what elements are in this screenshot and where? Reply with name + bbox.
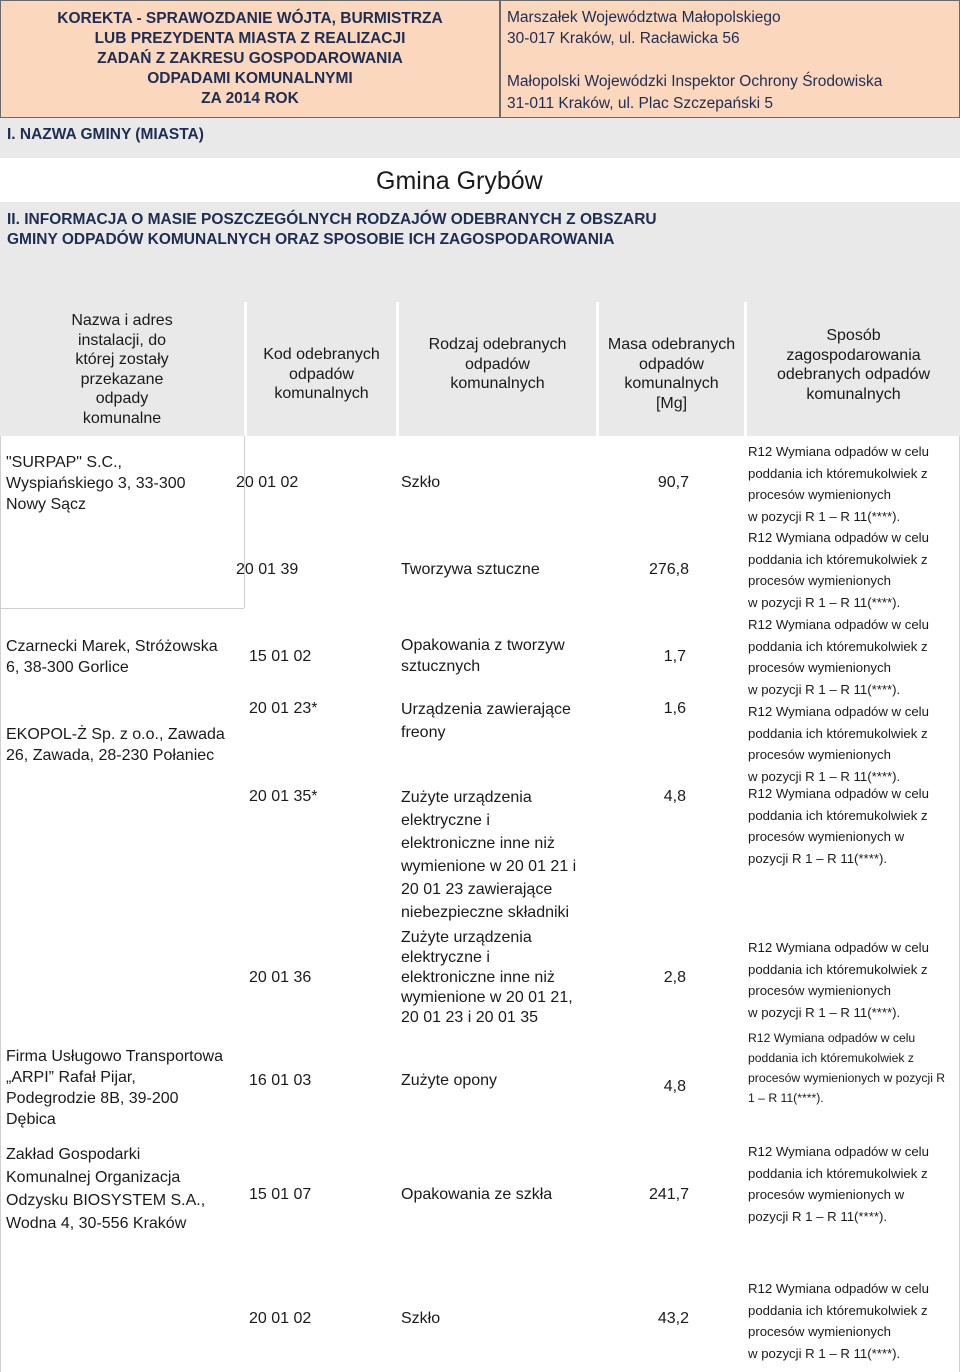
installation-arpi: Firma Usługowo Transportowa „ARPI” Rafał Pijar, Podegrodzie 8B, 39-200 Dębica bbox=[6, 1048, 223, 1128]
row-mass: 2,8 bbox=[663, 969, 686, 986]
row-method: R12 Wymiana odpadów w celu poddania ich któremukolwiek z procesów wymienionych w pozycji R 1 – R 11(****). bbox=[748, 530, 929, 610]
installation-czarnecki: Czarnecki Marek, Stróżowska 6, 38-300 Gorlice bbox=[6, 638, 218, 676]
row-code: 20 01 02 bbox=[249, 1310, 312, 1327]
recipient1-name: Marszałek Województwa Małopolskiego bbox=[507, 9, 781, 26]
col-type-header: Rodzaj odebranych odpadów komunalnych bbox=[428, 336, 567, 392]
row-mass: 1,7 bbox=[663, 648, 686, 665]
installation-biosystem: Zakład Gospodarki Komunalnej Organizacja Odzysku BIOSYSTEM S.A., Wodna 4, 30-556 Kraków bbox=[6, 1146, 206, 1232]
row-mass: 90,7 bbox=[657, 474, 689, 491]
row-code: 16 01 03 bbox=[249, 1072, 312, 1089]
installation-surpap: "SURPAP" S.C., Wyspiańskiego 3, 33-300 Nowy Sącz bbox=[6, 454, 186, 513]
row-mass: 276,8 bbox=[648, 561, 689, 578]
row-code: 20 01 02 bbox=[236, 474, 299, 491]
row-method: R12 Wymiana odpadów w celu poddania ich któremukolwiek z procesów wymienionych w pozycji R 1 – R 11(****). bbox=[748, 617, 929, 697]
report-title: KOREKTA - SPRAWOZDANIE WÓJTA, BURMISTRZA LUB PREZYDENTA MIASTA Z REALIZACJI ZADAŃ Z ZAKRESU GOSPODAROWANIA ODPADAMI KOMUNALNYMI ZA 2014 ROK bbox=[57, 10, 443, 107]
row-type: Szkło bbox=[401, 474, 441, 491]
table-header bbox=[0, 302, 960, 436]
row-method: R12 Wymiana odpadów w celu poddania ich któremukolwiek z procesów wymienionych w pozycji R 1 – R 11(****). bbox=[748, 1144, 929, 1224]
row-type: Zużyte opony bbox=[401, 1072, 498, 1089]
col-code-header: Kod odebranych odpadów komunalnych bbox=[263, 346, 380, 402]
row-method: R12 Wymiana odpadów w celu poddania ich któremukolwiek z procesów wymienionych w pozycji R 1 – R 11(****). bbox=[748, 786, 929, 866]
row-type: Szkło bbox=[401, 1310, 441, 1327]
recipient2-name: Małopolski Wojewódzki Inspektor Ochrony Środowiska bbox=[507, 73, 883, 90]
row-code: 20 01 39 bbox=[236, 561, 299, 578]
section1-header bbox=[0, 118, 960, 158]
gmina-name: Gmina Grybów bbox=[376, 167, 543, 195]
row-mass: 4,8 bbox=[663, 1078, 686, 1095]
installation-ekopol: EKOPOL-Ż Sp. z o.o., Zawada 26, Zawada, 28-230 Połaniec bbox=[6, 726, 225, 764]
recipient1-address: 30-017 Kraków, ul. Racławicka 56 bbox=[507, 30, 740, 47]
recipients-box bbox=[500, 0, 960, 118]
row-type: Zużyte urządzenia elektryczne i elektroniczne inne niż wymienione w 20 01 21, 20 01 23 i 20 01 35 bbox=[401, 929, 573, 1026]
row-type: Zużyte urządzenia elektryczne i elektroniczne inne niż wymienione w 20 01 21 i 20 01 23 zawierające niebezpieczne składniki bbox=[401, 789, 577, 921]
row-method: R12 Wymiana odpadów w celu poddania ich któremukolwiek z procesów wymienionych w pozycji R 1 – R 11(****). bbox=[748, 704, 929, 784]
row-method: R12 Wymiana odpadów w celu poddania ich któremukolwiek z procesów wymienionych w pozycji R 1 – R 11(****). bbox=[748, 1281, 929, 1361]
report-title-box bbox=[0, 0, 500, 118]
row-code: 20 01 23* bbox=[249, 700, 318, 717]
row-mass: 4,8 bbox=[663, 788, 686, 805]
col-installation-header: Nazwa i adres instalacji, do której zostały przekazane odpady komunalne bbox=[71, 312, 173, 427]
row-type: Opakowania z tworzyw sztucznych bbox=[401, 637, 565, 675]
row-mass: 43,2 bbox=[657, 1310, 689, 1327]
section2-header bbox=[0, 202, 960, 302]
row-code: 15 01 02 bbox=[249, 648, 312, 665]
recipient2-address: 31-011 Kraków, ul. Plac Szczepański 5 bbox=[507, 95, 773, 112]
row-method: R12 Wymiana odpadów w celu poddania ich któremukolwiek z procesów wymienionych w pozycji R 1 – R 11(****). bbox=[748, 444, 929, 524]
row-code: 15 01 07 bbox=[249, 1186, 312, 1203]
row-code: 20 01 36 bbox=[249, 969, 312, 986]
section1-title: I. NAZWA GMINY (MIASTA) bbox=[7, 126, 204, 143]
row-type: Urządzenia zawierające freony bbox=[401, 701, 571, 741]
row-method: R12 Wymiana odpadów w celu poddania ich któremukolwiek z procesów wymienionych w pozycji R 1 – R 11(****). bbox=[748, 1031, 946, 1105]
row-type: Tworzywa sztuczne bbox=[401, 561, 540, 578]
section2-title: II. INFORMACJA O MASIE POSZCZEGÓLNYCH RODZAJÓW ODEBRANYCH Z OBSZARU GMINY ODPADÓW KOMUNALNYCH ORAZ SPOSOBIE ICH ZAGOSPODAROWANIA bbox=[7, 211, 657, 248]
row-mass: 1,6 bbox=[663, 700, 686, 717]
col-mass-header: Masa odebranych odpadów komunalnych [Mg] bbox=[607, 336, 736, 412]
row-code: 20 01 35* bbox=[249, 788, 318, 805]
col-method-header: Sposób zagospodarowania odebranych odpadów komunalnych bbox=[776, 327, 930, 403]
row-mass: 241,7 bbox=[648, 1186, 689, 1203]
row-method: R12 Wymiana odpadów w celu poddania ich któremukolwiek z procesów wymienionych w pozycji R 1 – R 11(****). bbox=[748, 940, 929, 1020]
row-type: Opakowania ze szkła bbox=[401, 1186, 553, 1203]
